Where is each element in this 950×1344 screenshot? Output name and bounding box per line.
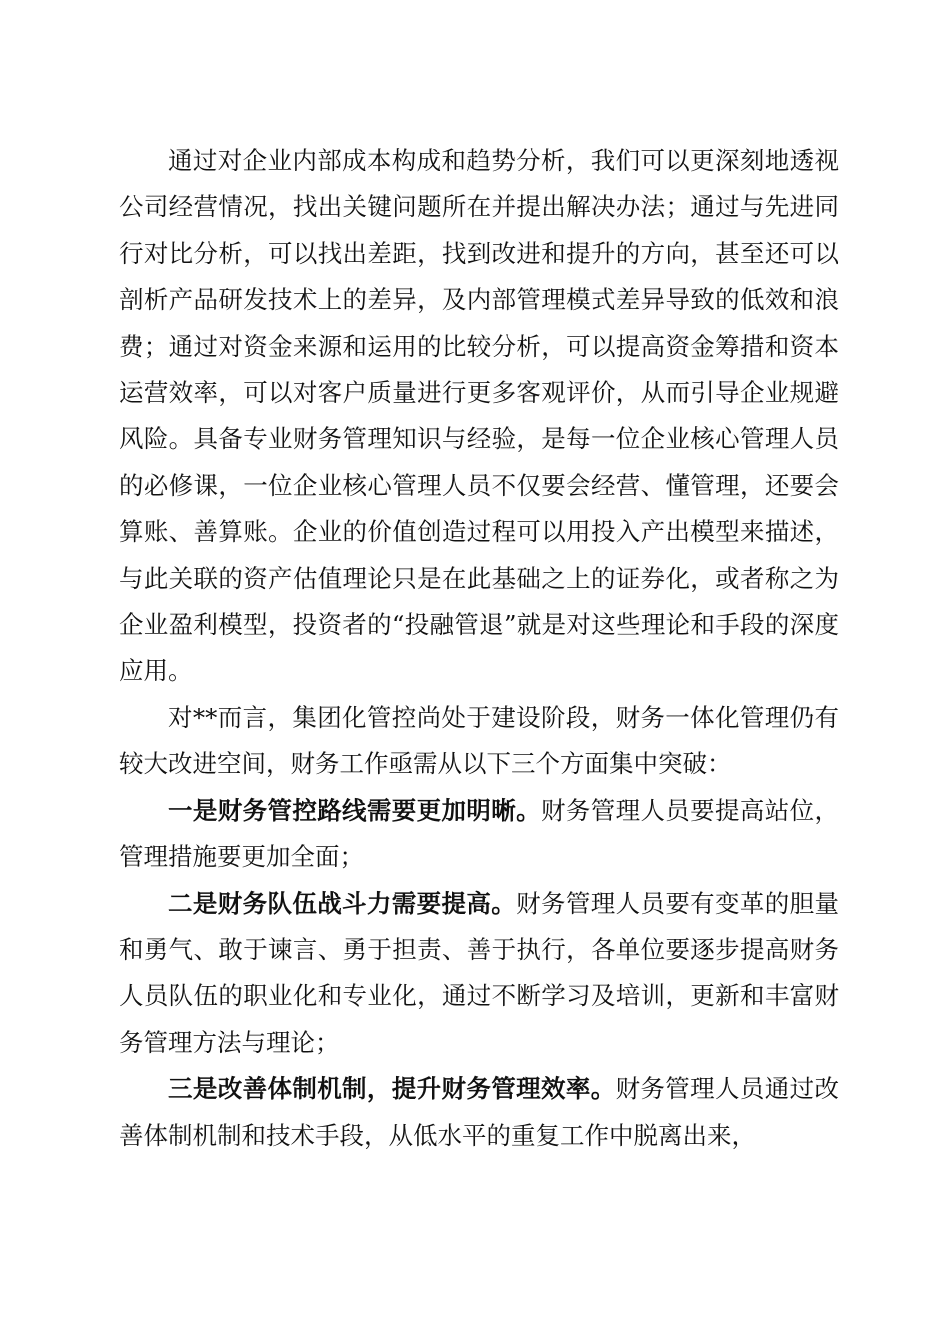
paragraph-breakthrough-intro <box>119 695 839 788</box>
paragraph-cost-analysis <box>119 138 839 695</box>
paragraph-text: 对**而言，集团化管控尚处于建设阶段，财务一体化管理仍有较大改进空间，财务工作亟需从以下三个方面集中突破： <box>119 702 839 779</box>
paragraph-text: 财务管理人员通过改善体制机制和技术手段，从低水平的重复工作中脱离出来， <box>119 1074 840 1150</box>
point-two-heading: 二是财务队伍战斗力需要提高。 <box>168 888 517 918</box>
paragraph-text: 通过对企业内部成本构成和趋势分析，我们可以更深刻地透视公司经营情况，找出关键问题所在并提出解决办法；通过与先进同行对比分析，可以找出差距，找到改进和提升的方向，甚至还可以剖析产品研发技术上的差异，及内部管理模式差异导致的低效和浪费；通过对资金来源和运用的比较分析，可以提高资金筹措和资本运营效率，可以对客户质量进行更多客观评价，从而引导企业规避风险。具备专业财务管理知识与经验，是每一位企业核心管理人员的必修课，一位企业核心管理人员不仅要会经营、懂管理，还要会算账、善算账。企业的价值创造过程可以用投入产出模型来描述，与此关联的资产估值理论只是在此基础之上的证券化，或者称之为企业盈利模型，投资者的“投融管退”就是对这些理论和手段的深度应用。 <box>119 146 839 686</box>
paragraph-text: 财务管理人员要有变革的胆量和勇气、敢于谏言、勇于担责、善于执行，各单位要逐步提高财务人员队伍的职业化和专业化，通过不断学习及培训，更新和丰富财务管理方法与理论； <box>119 888 840 1057</box>
point-one-heading: 一是财务管控路线需要更加明晰。 <box>168 795 541 825</box>
document-body <box>119 138 839 1159</box>
paragraph-point-two <box>119 881 839 1067</box>
point-three-heading: 三是改善体制机制，提升财务管理效率。 <box>168 1074 616 1104</box>
paragraph-point-three <box>119 1066 839 1159</box>
paragraph-point-one <box>119 788 839 881</box>
paragraph-text: 财务管理人员要提高站位，管理措施要更加全面； <box>119 795 840 872</box>
